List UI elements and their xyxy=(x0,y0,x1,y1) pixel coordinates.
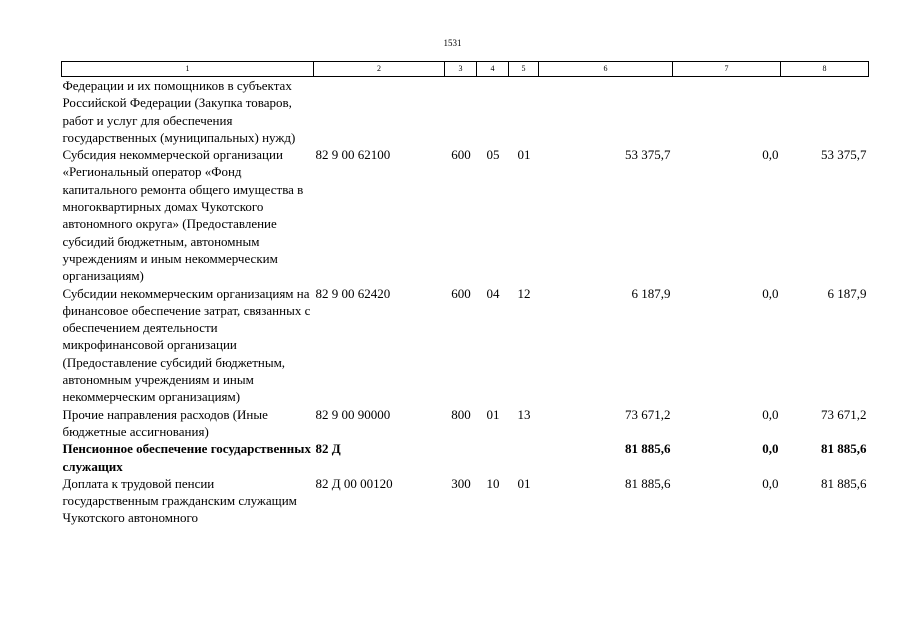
row-col-7-value: 0,0 xyxy=(762,406,779,422)
row-col-5 xyxy=(509,77,539,147)
row-col-8-value: 81 885,6 xyxy=(821,441,867,457)
budget-table xyxy=(61,61,869,527)
header-col-2: 2 xyxy=(314,62,445,77)
header-col-7: 7 xyxy=(673,62,781,77)
page-number: 1531 xyxy=(443,38,462,48)
column-number-header xyxy=(62,62,869,77)
row-code xyxy=(314,77,445,147)
row-name: Доплата к трудовой пенсии государственным гражданским служащим Чукотского автономного xyxy=(62,475,297,526)
row-code: 82 9 00 90000 xyxy=(315,406,391,422)
row-name: Прочие направления расходов (Иные бюджетные ассигнования) xyxy=(62,406,268,439)
row-name: Субсидии некоммерческим организациям на финансовое обеспечение затрат, связанных с обеспечением деятельности микрофинансовой организации (Предоставление субсидий бюджетным, автономным учреждениям и иным некоммерческим организациям) xyxy=(62,285,311,405)
row-col-3: 800 xyxy=(451,406,471,422)
header-col-1: 1 xyxy=(62,62,314,77)
row-col-5: 01 xyxy=(517,475,531,491)
row-col-3 xyxy=(445,440,477,475)
table-row xyxy=(62,285,869,406)
row-col-5 xyxy=(509,440,539,475)
row-code: 82 9 00 62100 xyxy=(315,147,391,163)
row-name: Субсидия некоммерческой организации «Региональный оператор «Фонд капитального ремонта общего имущества в многоквартирных домах Чукотского автономного округа» (Предоставление субсидий бюджетным, автономным учреждениям и иным некоммерческим организациям) xyxy=(62,147,304,284)
row-code: 82 Д 00 00120 xyxy=(315,475,393,491)
row-col-8-value: 73 671,2 xyxy=(821,406,867,422)
row-col-7-value: 0,0 xyxy=(762,285,779,301)
table-row xyxy=(62,406,869,441)
header-col-8: 8 xyxy=(781,62,869,77)
row-name: Федерации и их помощников в субъектах Российской Федерации (Закупка товаров, работ и услуг для обеспечения государственных (муниципальных) нужд) xyxy=(62,78,296,145)
row-col-7-value: 0,0 xyxy=(762,441,779,457)
table-row xyxy=(62,440,869,475)
table-row xyxy=(62,146,869,284)
row-col-6-value xyxy=(539,77,673,147)
row-col-3: 600 xyxy=(451,285,471,301)
header-col-5: 5 xyxy=(509,62,539,77)
row-col-6-value: 53 375,7 xyxy=(625,147,671,163)
row-col-6-value: 73 671,2 xyxy=(625,406,671,422)
row-col-7-value: 0,0 xyxy=(762,147,779,163)
header-col-4: 4 xyxy=(477,62,509,77)
row-col-5: 13 xyxy=(517,406,531,422)
row-col-4: 10 xyxy=(486,475,500,491)
row-col-3: 300 xyxy=(451,475,471,491)
table-row xyxy=(62,77,869,147)
row-col-8-value: 53 375,7 xyxy=(821,147,867,163)
row-col-4: 01 xyxy=(486,406,500,422)
row-col-6-value: 81 885,6 xyxy=(625,441,671,457)
row-col-6-value: 6 187,9 xyxy=(631,285,671,301)
row-col-4: 04 xyxy=(486,285,500,301)
header-col-6: 6 xyxy=(539,62,673,77)
row-col-8-value: 81 885,6 xyxy=(821,475,867,491)
row-col-3 xyxy=(445,77,477,147)
row-col-5: 01 xyxy=(517,147,531,163)
row-code: 82 9 00 62420 xyxy=(315,285,391,301)
row-col-8-value xyxy=(781,77,869,147)
row-col-5: 12 xyxy=(517,285,531,301)
row-col-8-value: 6 187,9 xyxy=(827,285,867,301)
row-code: 82 Д xyxy=(315,441,341,457)
header-col-3: 3 xyxy=(445,62,477,77)
row-name: Пенсионное обеспечение государственных служащих xyxy=(62,441,311,474)
row-col-7-value xyxy=(673,77,781,147)
row-col-6-value: 81 885,6 xyxy=(625,475,671,491)
row-col-3: 600 xyxy=(451,147,471,163)
row-col-4: 05 xyxy=(486,147,500,163)
row-col-4 xyxy=(477,440,509,475)
row-col-7-value: 0,0 xyxy=(762,475,779,491)
row-col-4 xyxy=(477,77,509,147)
table-row xyxy=(62,475,869,527)
table-body xyxy=(62,77,869,527)
